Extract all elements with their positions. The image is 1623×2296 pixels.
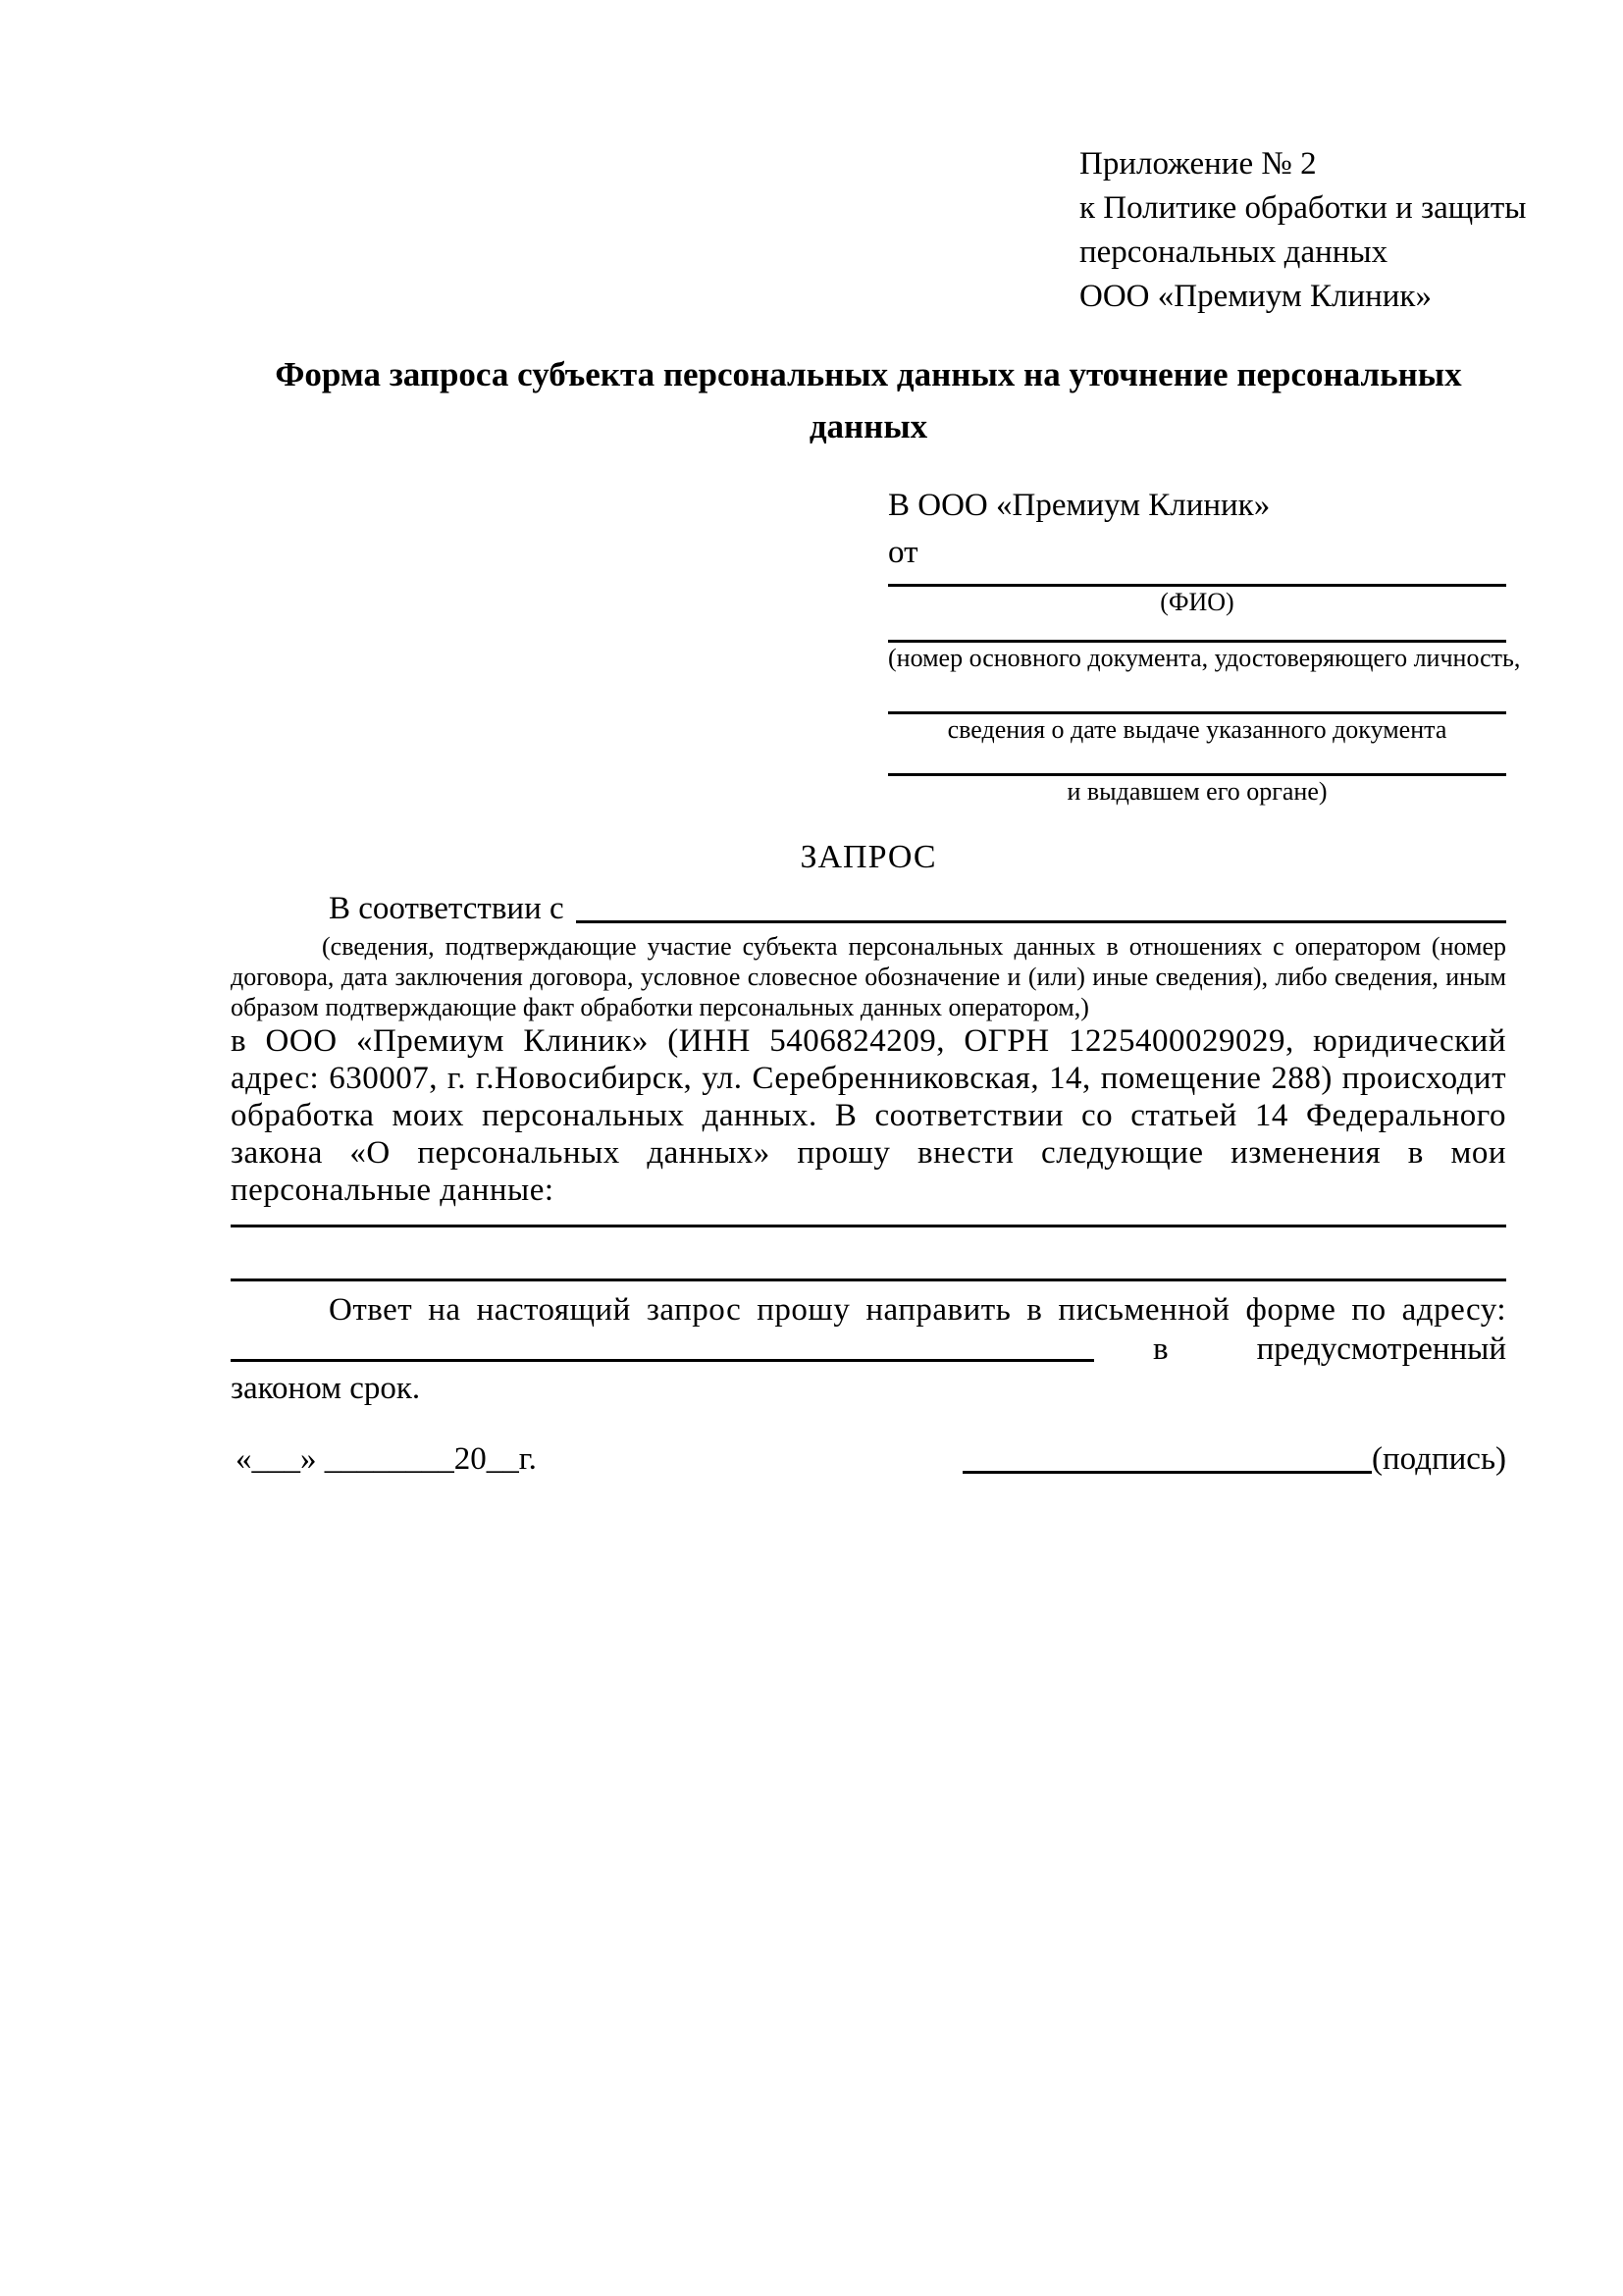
signature-caption: (подпись) xyxy=(1372,1441,1506,1477)
addressee-to: В ООО «Премиум Клиник» xyxy=(888,488,1271,523)
appendix-note xyxy=(1079,142,1527,319)
addressee-from: от xyxy=(888,535,918,570)
response-address-paragraph: Ответ на настоящий запрос прошу направить в письменной форме по адресу: xyxy=(329,1292,1506,1328)
signature-blank-line xyxy=(963,1471,1372,1474)
request-heading: ЗАПРОС xyxy=(800,839,937,875)
basis-row xyxy=(231,886,1506,931)
basis-fine-print: (сведения, подтверждающие участие субъекта персональных данных в отношениях с оператором (номер договора, дата заключения договора, условное словесное обозначение и (или) иные сведения), либо сведения, иным образом подтверждающие факт обработки персональных данных оператором,) xyxy=(231,932,1506,1021)
issuing-authority-blank-line xyxy=(888,746,1506,776)
response-word-predusmotrenny: предусмотренный xyxy=(1256,1331,1506,1367)
fio-blank-line xyxy=(888,576,1506,587)
changes-blank-line-2 xyxy=(231,1227,1506,1281)
addressee-block xyxy=(888,482,1521,808)
footer-row xyxy=(231,1436,1506,1482)
appendix-line-2: к Политике обработки и защиты xyxy=(1079,190,1527,226)
appendix-line-3: персональных данных xyxy=(1079,235,1388,270)
issue-date-caption: сведения о дате выдаче указанного документа xyxy=(947,715,1447,744)
request-body-paragraph: в ООО «Премиум Клиник» (ИНН 5406824209, ОГРН 1225400029029, юридический адрес: 630007, г. г.Новосибирск, ул. Серебренниковская, 14, помещение 288) происходит обработка моих персональных данных. В соответствии со статьей 14 Федерального закона «О персональных данных» прошу внести следующие изменения в мои персональные данные: xyxy=(231,1023,1506,1208)
basis-label: В соответствии с xyxy=(329,891,564,926)
response-address-row xyxy=(231,1329,1506,1370)
identity-document-caption: (номер основного документа, удостоверяющего личность, xyxy=(888,644,1521,672)
issuing-authority-caption: и выдавшем его органе) xyxy=(1067,777,1328,806)
fio-caption: (ФИО) xyxy=(1160,588,1234,616)
basis-blank-line xyxy=(576,920,1506,923)
response-word-v: в xyxy=(1153,1331,1169,1367)
identity-document-blank-line xyxy=(888,618,1506,643)
response-closing-line: законом срок. xyxy=(231,1371,421,1406)
date-line: «___» ________20__г. xyxy=(236,1441,537,1477)
appendix-line-4: ООО «Премиум Клиник» xyxy=(1079,279,1432,314)
signature-block xyxy=(963,1436,1506,1482)
appendix-line-1: Приложение № 2 xyxy=(1079,146,1317,182)
response-row-tail xyxy=(1094,1329,1506,1370)
document-title: Форма запроса субъекта персональных данных на уточнение персональных данных xyxy=(275,355,1462,445)
issue-date-blank-line xyxy=(888,674,1506,714)
address-blank-line xyxy=(231,1359,1094,1362)
